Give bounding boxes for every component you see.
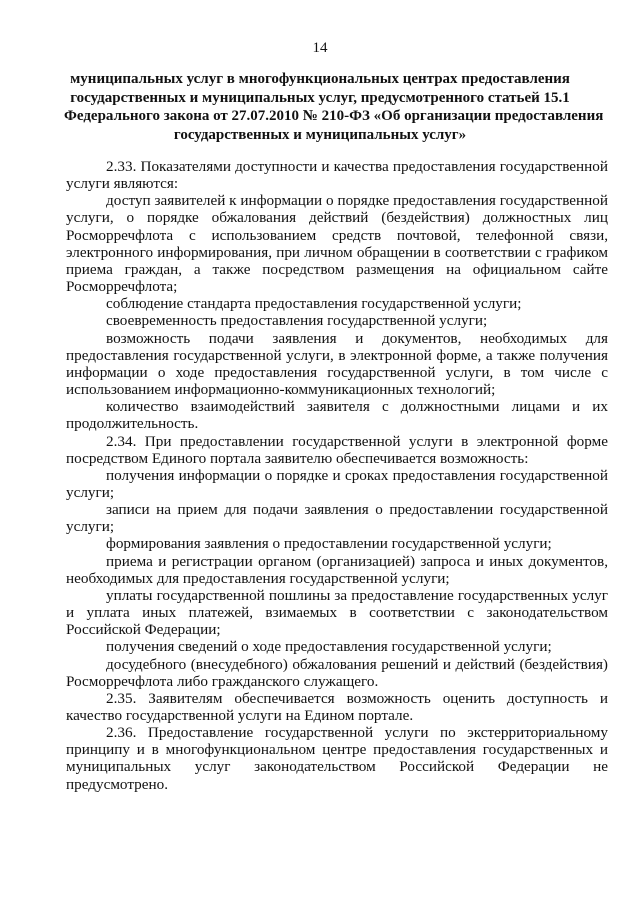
- list-item: досудебного (внесудебного) обжалования решений и действий (бездействия) Росморречфлота либо гражданского служащего.: [66, 655, 608, 690]
- heading-line-1: муниципальных услуг в многофункциональных центрах предоставления: [70, 71, 570, 87]
- heading-line-2: государственных и муниципальных услуг, предусмотренного статьей 15.1: [70, 89, 570, 106]
- list-item: своевременность предоставления государственной услуги;: [106, 312, 488, 330]
- clause-2-36: 2.36. Предоставление государственной услуги по экстерриториальному принципу и в многофункциональном центре предоставления государственных и муниципальных услуг законодательством Российской Федерации не предусмотрено.: [66, 724, 608, 793]
- list-item: уплаты государственной пошлины за предоставление государственных услуг и уплата иных платежей, взимаемых в соответствии с законодательством Российской Федерации;: [66, 586, 608, 639]
- list-item: формирования заявления о предоставлении государственной услуги;: [106, 535, 552, 553]
- list-item: доступ заявителей к информации о порядке предоставления государственной услуги, о порядке обжалования действий (бездействия) должностных лиц Росморречфлота с использованием средств почтовой, телефонной связи, электронного информирования, при личном обращении в соответствии с графиком приема граждан, а также посредством размещения на официальном сайте Росморречфлота;: [66, 192, 608, 296]
- list-item: соблюдение стандарта предоставления государственной услуги;: [106, 295, 522, 313]
- list-item: приема и регистрации органом (организацией) запроса и иных документов, необходимых для предоставления государственной услуги;: [66, 552, 608, 587]
- list-item: возможность подачи заявления и документов, необходимых для предоставления государственной услуги, в электронной форме, а также получения информации о ходе предоставления государственной услуги, в том числе с использованием информационно-коммуникационных технологий;: [66, 329, 608, 399]
- list-item: получения сведений о ходе предоставления государственной услуги;: [106, 638, 552, 656]
- heading-line-4: государственных и муниципальных услуг»: [173, 126, 467, 143]
- clause-2-33: 2.33. Показателями доступности и качества предоставления государственной услуги являются:: [66, 158, 608, 193]
- heading-line-3: Федерального закона от 27.07.2010 № 210-ФЗ «Об организации предоставления: [64, 108, 604, 124]
- list-item: записи на прием для подачи заявления о предоставлении государственной услуги;: [66, 501, 608, 536]
- body-text: [66, 158, 608, 793]
- clause-2-35: 2.35. Заявителям обеспечивается возможность оценить доступность и качество государственной услуги на Едином портале.: [66, 689, 608, 724]
- section-heading: [64, 70, 604, 144]
- page-number: 14: [312, 40, 328, 56]
- list-item: количество взаимодействий заявителя с должностными лицами и их продолжительность.: [66, 398, 608, 433]
- clause-2-34: 2.34. При предоставлении государственной услуги в электронной форме посредством Единого портала заявителю обеспечивается возможность:: [66, 432, 608, 467]
- list-item: получения информации о порядке и сроках предоставления государственной услуги;: [66, 466, 608, 501]
